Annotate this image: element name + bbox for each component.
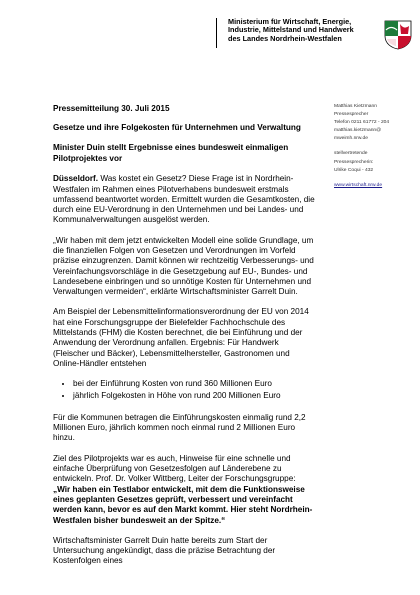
subtitle-subheadline: Minister Duin stellt Ergebnisse eines bundesweit einmaligen Pilotprojektes vor — [53, 143, 289, 163]
press-release-title: Pressemitteilung 30. Juli 2015 — [53, 104, 170, 113]
paragraph-pilot-goal-text: Ziel des Pilotprojekts war es auch, Hinweise für eine schnelle und einfache Überprüfung von Gesetzesfolgen auf Länderebene zu entwickeln. Prof. Dr. Volker Wittberg, Leiter der Forschungsgruppe: — [53, 453, 296, 484]
paragraph-closing: Wirtschaftsminister Garrelt Duin hatte bereits zum Start der Untersuchung angekündigt, dass die präzise Betrachtung der Kostenfolgen eines — [53, 535, 276, 566]
contact-line: mweimh.nrw.de — [334, 136, 368, 142]
contact-line: Ulrike Coqui - 432 — [334, 167, 374, 173]
paragraph-intro — [53, 174, 315, 225]
press-release-body — [53, 104, 315, 577]
dateline: Düsseldorf. — [53, 174, 99, 184]
subtitle-headline: Gesetze und ihre Folgekosten für Unternehmen und Verwaltung — [53, 123, 301, 132]
press-contact — [334, 103, 414, 143]
contact-line: Pressesprecher — [334, 112, 369, 118]
website-link[interactable]: www.wirtschaft.nrw.de — [334, 182, 383, 188]
contact-line: stellvertretende — [334, 151, 368, 157]
ministry-name-line-1: Ministerium für Wirtschaft, Energie, — [228, 17, 352, 26]
contact-sidebar — [334, 103, 414, 197]
paragraph-quote-minister: „Wir haben mit dem jetzt entwickelten Modell eine solide Grundlage, um die finanziellen Folgen von Gesetzen und Verordnungen im Vorfeld präzise einzugrenzen. Damit können wir rechtzeitig Verbesserungs- und Vereinfachungsvorschläge in die Gesetzgebung auf EU-, Bundes- und Landesebene einbringen und so unnötige Kosten für Unternehmen und Verwaltungen vermeiden“, erklärte Wirtschaftsminister Garrelt Duin. — [53, 235, 314, 297]
quote-wittberg: „Wir haben ein Testlabor entwickelt, mit dem die Funktionsweise eines geplanten Gesetzes geprüft, verbessert und vereinfacht werden kann, bevor es auf den Markt kommt. Hier steht Nordrhein-Westfalen bisher bundesweit an der Spitze.“ — [53, 484, 313, 525]
ministry-name-line-3: des Landes Nordrhein-Westfalen — [228, 33, 342, 43]
list-item: • jährlich Folgekosten in Höhe von rund 200 Millionen Euro — [73, 391, 315, 401]
contact-line: Telefon 0211 61772 - 204 — [334, 120, 390, 126]
cost-bullet-list — [53, 379, 315, 401]
ministry-name-line-2: Industrie, Mittelstand und Handwerk — [228, 25, 354, 35]
ministry-header — [216, 18, 416, 68]
header-divider — [216, 18, 217, 48]
paragraph-municipal-costs: Für die Kommunen betragen die Einführungskosten einmalig rund 2,2 Millionen Euro, jährlich kommen noch einmal rund 2 Millionen Euro hinzu. — [53, 412, 306, 443]
paragraph-study: Am Beispiel der Lebensmittelinformationsverordnung der EU von 2014 hat eine Forschungsgruppe der Bielefelder Fachhochschule des Mittelstands (FHM) die Kosten berechnet, die bei Einführung und der Anwendung der Verordnung anfallen. Ergebnis: Für Handwerk (Fleischer und Bäcker), Lebensmittelhersteller, Gastronomen und Online-Händler entstehen — [53, 307, 309, 368]
paragraph-intro-text: Was kostet ein Gesetz? Diese Frage ist in Nordrhein-Westfalen im Rahmen eines Pilotverhabens bundesweit erstmals umfassend beantwortet worden. Ermittelt wurden die Gesamtkosten, die durch eine EU-Verordnung in den Unternehmen und bei Landes- und Kommunalverwaltungen ausgelöst werden. — [53, 174, 315, 225]
nrw-coat-of-arms-icon — [384, 20, 412, 50]
contact-line: Matthias Kietzmann — [334, 104, 377, 109]
contact-line: Pressesprecherin: — [334, 159, 374, 165]
deputy-contact — [334, 150, 414, 174]
list-item: • bei der Einführung Kosten von rund 360 Millionen Euro — [73, 379, 315, 389]
ministry-name — [228, 18, 378, 43]
paragraph-pilot-goal — [53, 454, 315, 526]
contact-line: matthias.kietzmann@ — [334, 128, 382, 134]
